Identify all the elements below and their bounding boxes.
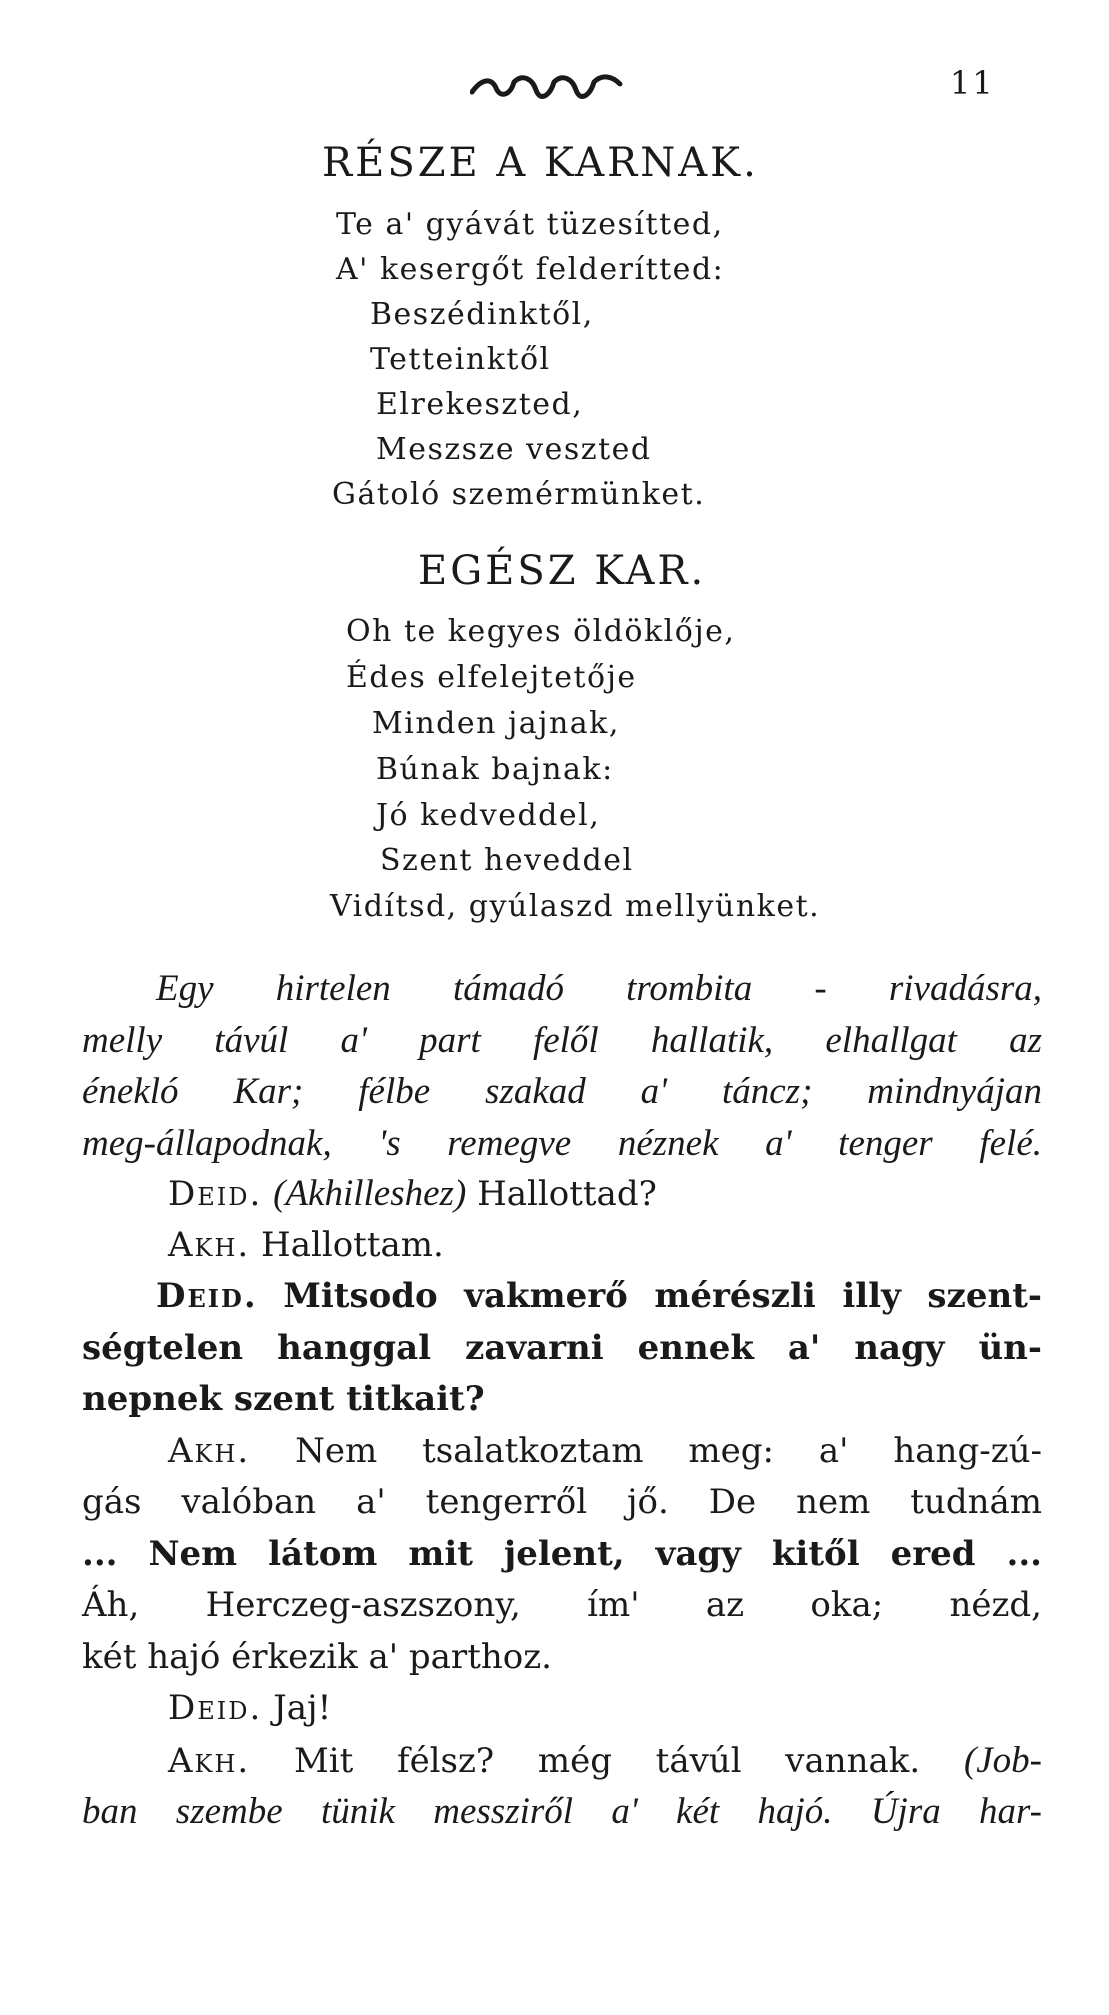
dialogue-line <box>82 1735 1042 1787</box>
stage-direction-line: melly távúl a' part felől hallatik, elhallgat az <box>82 1019 1042 1061</box>
dialogue-text: Nem tsalatkoztam meg: a' hang-zú- <box>295 1430 1042 1471</box>
dialogue-block <box>82 1168 1042 1838</box>
speaker-name: Deid. <box>168 1688 263 1728</box>
dialogue-line <box>82 1271 1042 1323</box>
dialogue-line <box>82 1220 1042 1272</box>
stage-direction-line: ban szembe tünik messziről a' két hajó. Újra har- <box>82 1791 1042 1832</box>
dialogue-text: Mitsodo vakmerő mérészli illy szent- <box>283 1276 1042 1316</box>
verse-line: Édes elfelejtetője <box>346 660 637 695</box>
stage-direction-inline: (Job- <box>963 1739 1043 1781</box>
dialogue-text: Hallottad? <box>477 1174 657 1214</box>
dialogue-text: két hajó érkezik a' parthoz. <box>82 1636 552 1677</box>
speaker-name: Deid. <box>168 1174 263 1214</box>
verse-line: Meszsze veszted <box>376 432 652 467</box>
dialogue-text: Áh, Herczeg-aszszony, ím' az oka; nézd, <box>82 1585 1042 1625</box>
dialogue-line <box>82 1426 1042 1478</box>
page-number: 11 <box>950 64 995 102</box>
verse-line: Oh te kegyes öldöklője, <box>346 614 736 649</box>
section-title-resze-a-karnak: RÉSZE A KARNAK. <box>322 140 759 186</box>
decorative-ornament-icon <box>470 70 630 100</box>
dialogue-text: gás valóban a' tengerről jő. De nem tudnám <box>82 1482 1042 1522</box>
dialogue-text: Jaj! <box>273 1688 332 1728</box>
verse-line: Szent heveddel <box>380 843 634 878</box>
stage-direction-line: meg-állapodnak, 's remegve néznek a' tenger felé. <box>82 1122 1042 1164</box>
verse-line: Búnak bajnak: <box>376 752 614 787</box>
speaker-name: Akh. <box>168 1430 251 1471</box>
speaker-name: Akh. <box>168 1224 251 1265</box>
dialogue-text: Hallottam. <box>261 1224 444 1265</box>
verse-line: A' kesergőt felderítted: <box>336 252 725 287</box>
verse-line: Beszédinktől, <box>370 297 594 332</box>
speaker-name: Deid. <box>156 1276 258 1316</box>
stage-direction-line: Egy hirtelen támadó trombita - rivadásra, <box>156 968 1042 1009</box>
stage-direction-inline: (Akhilleshez) <box>273 1173 467 1214</box>
dialogue-text: ségtelen hanggal zavarni ennek a' nagy ün- <box>82 1327 1042 1368</box>
dialogue-text: nepnek szent titkait? <box>82 1379 485 1419</box>
verse-line: Te a' gyávát tüzesítted, <box>336 207 724 242</box>
verse-line: Tetteinktől <box>370 342 551 377</box>
dialogue-text: Mit félsz? még távúl vannak. <box>293 1740 921 1781</box>
verse-line: Minden jajnak, <box>372 706 620 741</box>
dialogue-line <box>82 1683 1042 1735</box>
speaker-name: Akh. <box>168 1740 251 1781</box>
stage-direction-paragraph <box>82 963 1042 1169</box>
dialogue-line <box>82 1168 1042 1220</box>
verse-line: Gátoló szemérmünket. <box>332 477 706 512</box>
stage-direction-line: énekló Kar; félbe szakad a' táncz; mindnyájan <box>82 1071 1042 1112</box>
verse-line: Jó kedveddel, <box>376 798 601 833</box>
verse-line: Elrekeszted, <box>376 387 584 422</box>
dialogue-text: ... Nem látom mit jelent, vagy kitől ered ... <box>82 1533 1042 1574</box>
verse-line: Vidítsd, gyúlaszd mellyünket. <box>330 889 821 924</box>
section-title-egesz-kar: EGÉSZ KAR. <box>418 548 707 594</box>
